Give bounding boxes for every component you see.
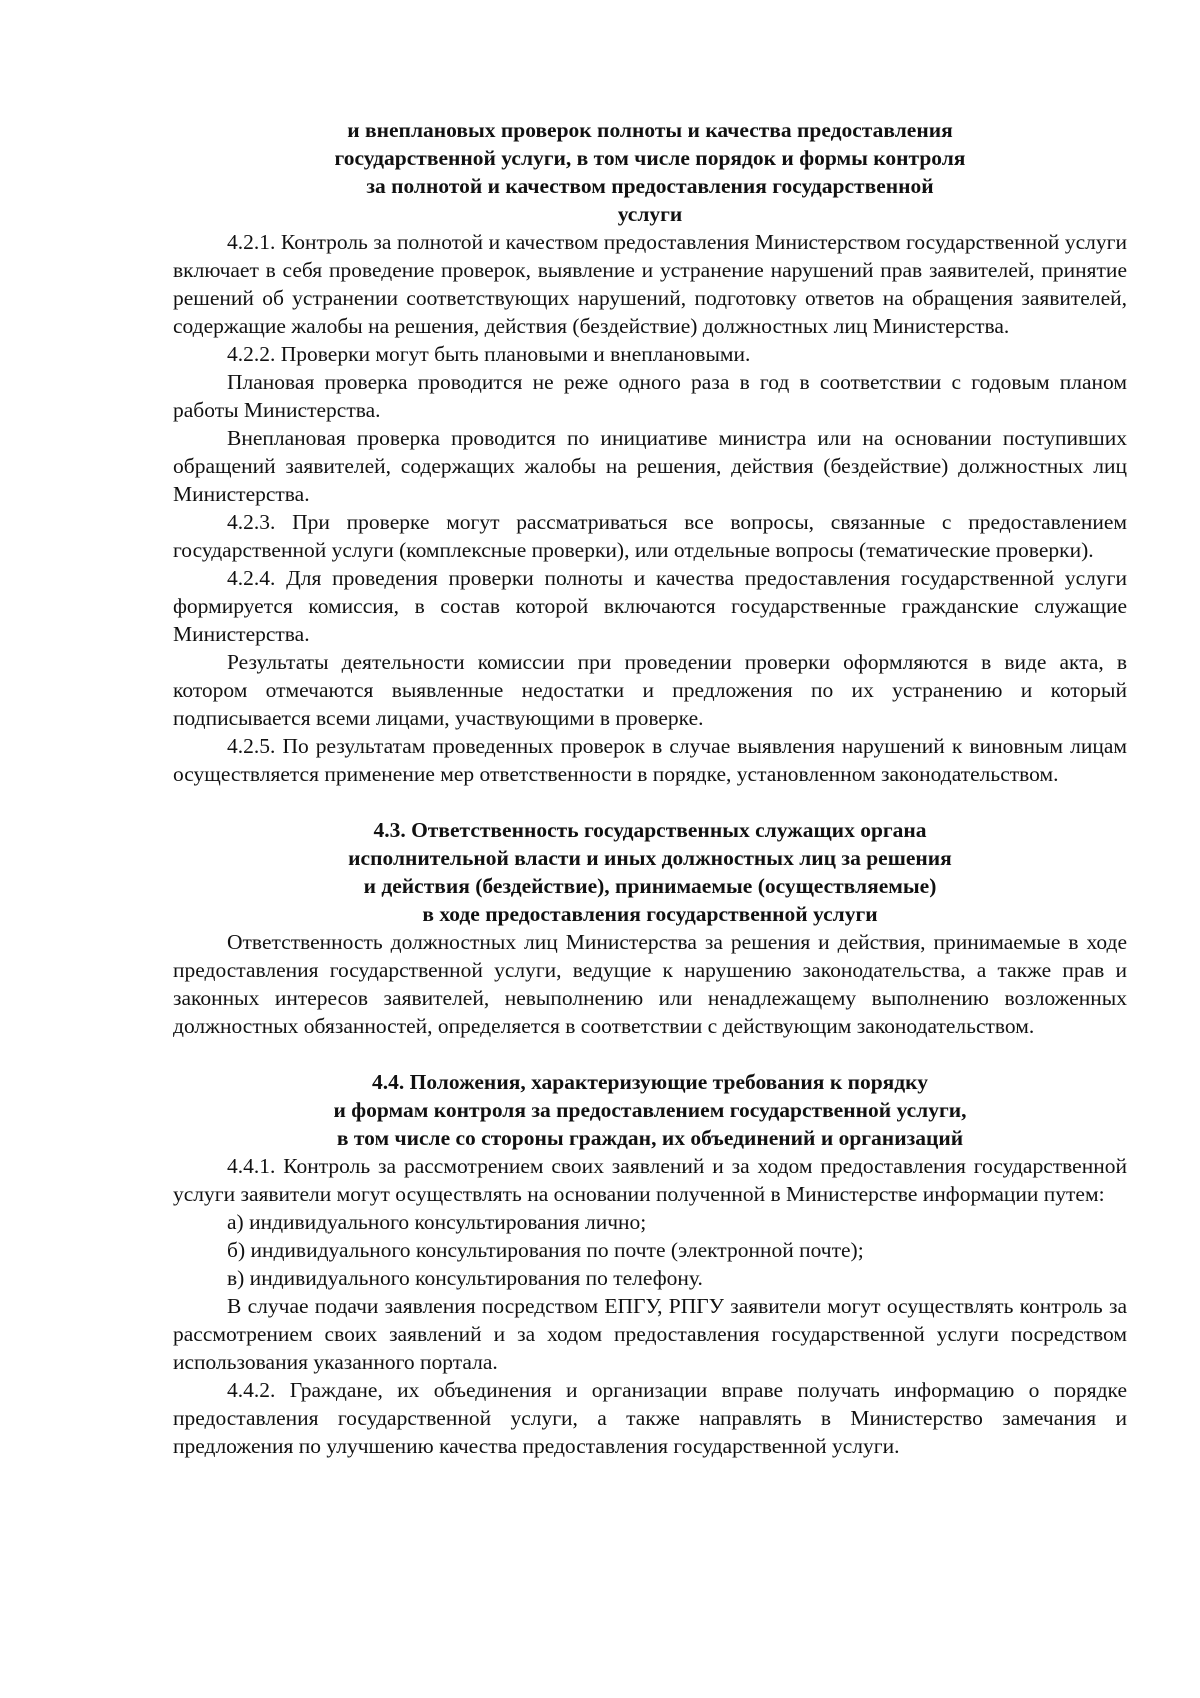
- paragraph-responsibility: Ответственность должностных лиц Министерства за решения и действия, принимаемые в ходе предоставления государственной услуги, ведущие к нарушению законодательства, а также прав и законных интересов заявителей, невыполнению или ненадлежащему выполнению возложенных должностных обязанностей, определяется в соответствии с действующим законодательством.: [173, 930, 1127, 1038]
- section-4-4-heading: [173, 1068, 1127, 1152]
- heading-line: 4.4. Положения, характеризующие требования к порядку: [371, 1070, 929, 1094]
- section-4-2-heading: [173, 116, 1127, 228]
- heading-line: за полнотой и качеством предоставления государственной: [366, 174, 934, 198]
- paragraph-4-2-5: 4.2.5. По результатам проведенных проверок в случае выявления нарушений к виновным лицам осуществляется применение мер ответственности в порядке, установленном законодательством.: [173, 734, 1127, 786]
- document-page: [173, 116, 1127, 1460]
- section-gap: [173, 1040, 1127, 1068]
- heading-line: 4.3. Ответственность государственных служащих органа: [373, 818, 927, 842]
- list-item: б) индивидуального консультирования по почте (электронной почте);: [227, 1238, 864, 1262]
- list-item: в) индивидуального консультирования по телефону.: [227, 1266, 703, 1290]
- heading-line: исполнительной власти и иных должностных лиц за решения: [348, 846, 952, 870]
- paragraph-4-4-1: 4.4.1. Контроль за рассмотрением своих заявлений и за ходом предоставления государственной услуги заявители могут осуществлять на основании полученной в Министерстве информации путем:: [173, 1154, 1127, 1206]
- list-item: а) индивидуального консультирования лично;: [227, 1210, 647, 1234]
- paragraph-planned-check: Плановая проверка проводится не реже одного раза в год в соответствии с годовым планом работы Министерства.: [173, 370, 1127, 422]
- paragraph-4-2-4: 4.2.4. Для проведения проверки полноты и качества предоставления государственной услуги формируется комиссия, в состав которой включаются государственные гражданские служащие Министерства.: [173, 566, 1127, 646]
- heading-line: и действия (бездействие), принимаемые (осуществляемые): [363, 874, 937, 898]
- section-4-3-heading: [173, 816, 1127, 928]
- paragraph-unplanned-check: Внеплановая проверка проводится по инициативе министра или на основании поступивших обращений заявителей, содержащих жалобы на решения, действия (бездействие) должностных лиц Министерства.: [173, 426, 1127, 506]
- paragraph-4-2-2: 4.2.2. Проверки могут быть плановыми и внеплановыми.: [227, 342, 751, 366]
- paragraph-4-2-1: 4.2.1. Контроль за полнотой и качеством предоставления Министерством государственной услуги включает в себя проведение проверок, выявление и устранение нарушений прав заявителей, принятие решений об устранении соответствующих нарушений, подготовку ответов на обращения заявителей, содержащие жалобы на решения, действия (бездействие) должностных лиц Министерства.: [173, 230, 1127, 338]
- heading-line: услуги: [617, 202, 683, 226]
- paragraph-4-2-3: 4.2.3. При проверке могут рассматриваться все вопросы, связанные с предоставлением государственной услуги (комплексные проверки), или отдельные вопросы (тематические проверки).: [173, 510, 1127, 562]
- heading-line: и внеплановых проверок полноты и качества предоставления: [347, 118, 953, 142]
- heading-line: и формам контроля за предоставлением государственной услуги,: [333, 1098, 967, 1122]
- paragraph-commission-results: Результаты деятельности комиссии при проведении проверки оформляются в виде акта, в котором отмечаются выявленные недостатки и предложения по их устранению и который подписывается всеми лицами, участвующими в проверке.: [173, 650, 1127, 730]
- heading-line: в ходе предоставления государственной услуги: [422, 902, 878, 926]
- heading-line: в том числе со стороны граждан, их объединений и организаций: [336, 1126, 964, 1150]
- heading-line: государственной услуги, в том числе порядок и формы контроля: [334, 146, 966, 170]
- section-gap: [173, 788, 1127, 816]
- paragraph-epgu-control: В случае подачи заявления посредством ЕПГУ, РПГУ заявители могут осуществлять контроль за рассмотрением своих заявлений и за ходом предоставления государственной услуги посредством использования указанного портала.: [173, 1294, 1127, 1374]
- paragraph-4-4-2: 4.4.2. Граждане, их объединения и организации вправе получать информацию о порядке предоставления государственной услуги, а также направлять в Министерство замечания и предложения по улучшению качества предоставления государственной услуги.: [173, 1378, 1127, 1458]
